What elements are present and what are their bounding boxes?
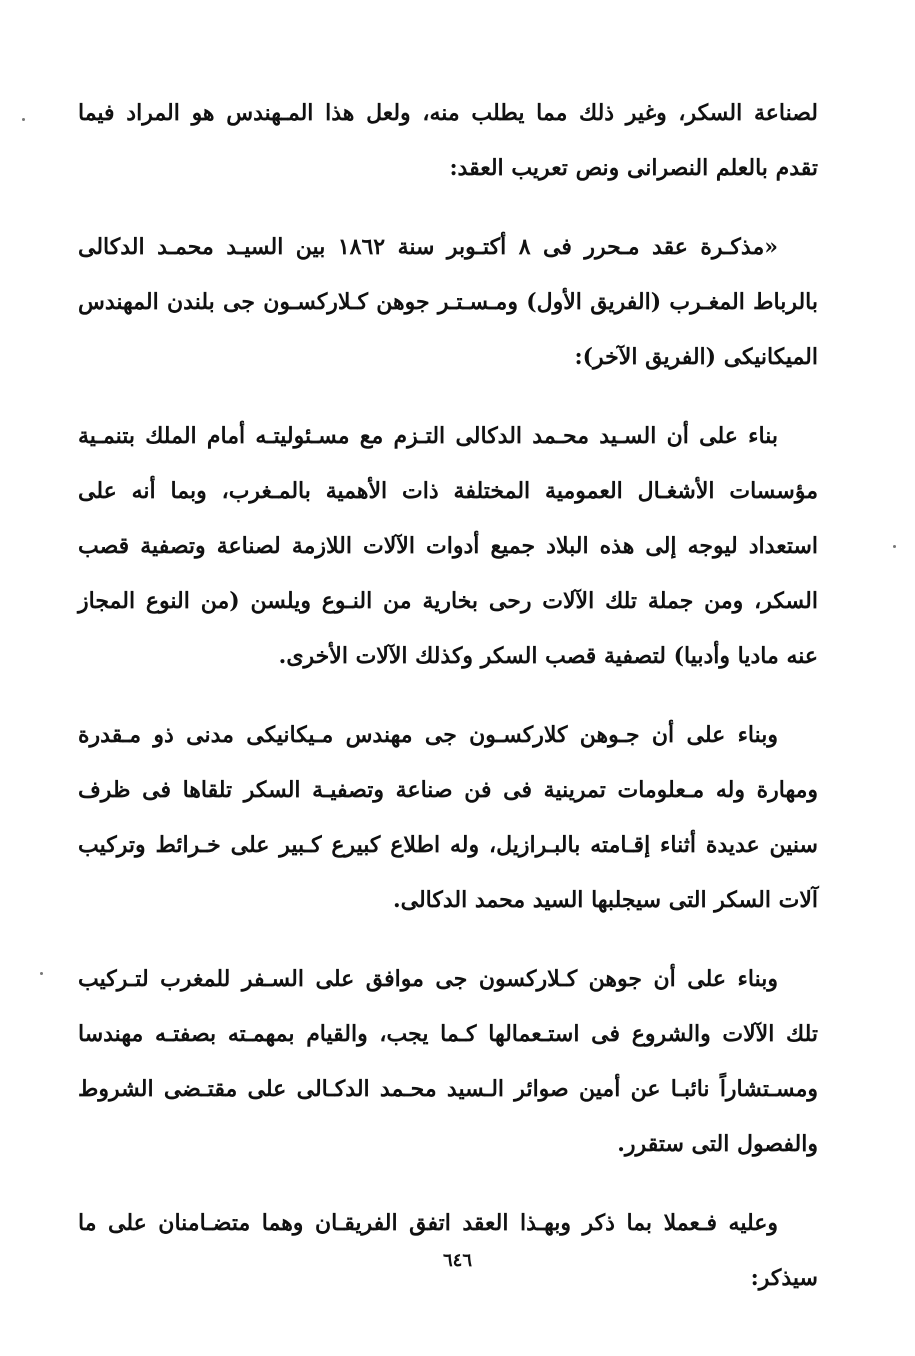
scan-speck (893, 545, 896, 548)
page-number: ٦٤٦ (442, 1250, 472, 1271)
paragraph-whereas-travel: وبناء على أن جوهن كـلاركسون جى موافق على السـفر للمغرب لتـركيب تلك الآلات والشروع فى استـعمالها كـما يجب، والقيام بمهمـته بصفتـه مهندسا ومسـتشاراً نائبـا عن أمين صوائر الـسيد محـمد الدكـالى على مقتـضى الشروط والفصول التى ستقرر. (78, 966, 818, 1157)
paragraph-intro: لصناعة السكر، وغير ذلك مما يطلب منه، ولعل هذا المـهندس هو المراد فيما تقدم بالعلم النصرانى ونص تعريب العقد: (78, 100, 818, 181)
scan-speck (22, 118, 25, 121)
scan-speck (40, 972, 43, 975)
body-text (78, 86, 818, 1330)
paragraph-contract-memo: «مذكـرة عقد مـحرر فى ٨ أكتـوبر سنة ١٨٦٢ بين السيـد محمـد الدكالى بالرباط المغـرب (الفريق الأول) ومـسـتـر جوهن كـلاركسـون جى بلندن المهندس الميكانيكى (الفريق الآخر): (78, 234, 818, 370)
paragraph-whereas-clarkson: وبناء على أن جـوهن كلاركسـون جى مهندس مـيكانيكى مدنى ذو مـقدرة ومهارة وله مـعلومات تمرينية فى فن صناعة وتصفيـة السكر تلقاها فى ظرف سنين عديدة أثناء إقـامته بالبـرازيل، وله اطلاع كبيرع كـبير على خـرائط وتركيب آلات السكر التى سيجلبها السيد محمد الدكالى. (78, 722, 818, 913)
paragraph-whereas-dukkali: بناء على أن السـيد محـمد الدكالى التـزم مع مسـئوليتـه أمام الملك بتنمـية مؤسسات الأشغـال العمومية المختلفة ذات الأهمية بالمـغرب، وبما أنه على استعداد ليوجه إلى هذه البلاد جميع أدوات الآلات اللازمة لصناعة وتصفية قصب السكر، ومن جملة تلك الآلات رحى بخارية من النـوع ويلسن (من النوع المجاز عنه ماديا وأدبيا) لتصفية قصب السكر وكذلك الآلات الأخرى. (78, 423, 818, 669)
paragraph-agreement: وعليه فـعملا بما ذكر وبهـذا العقد اتفق الفريقـان وهما متضـامنان على ما سيذكر: (78, 1210, 818, 1291)
